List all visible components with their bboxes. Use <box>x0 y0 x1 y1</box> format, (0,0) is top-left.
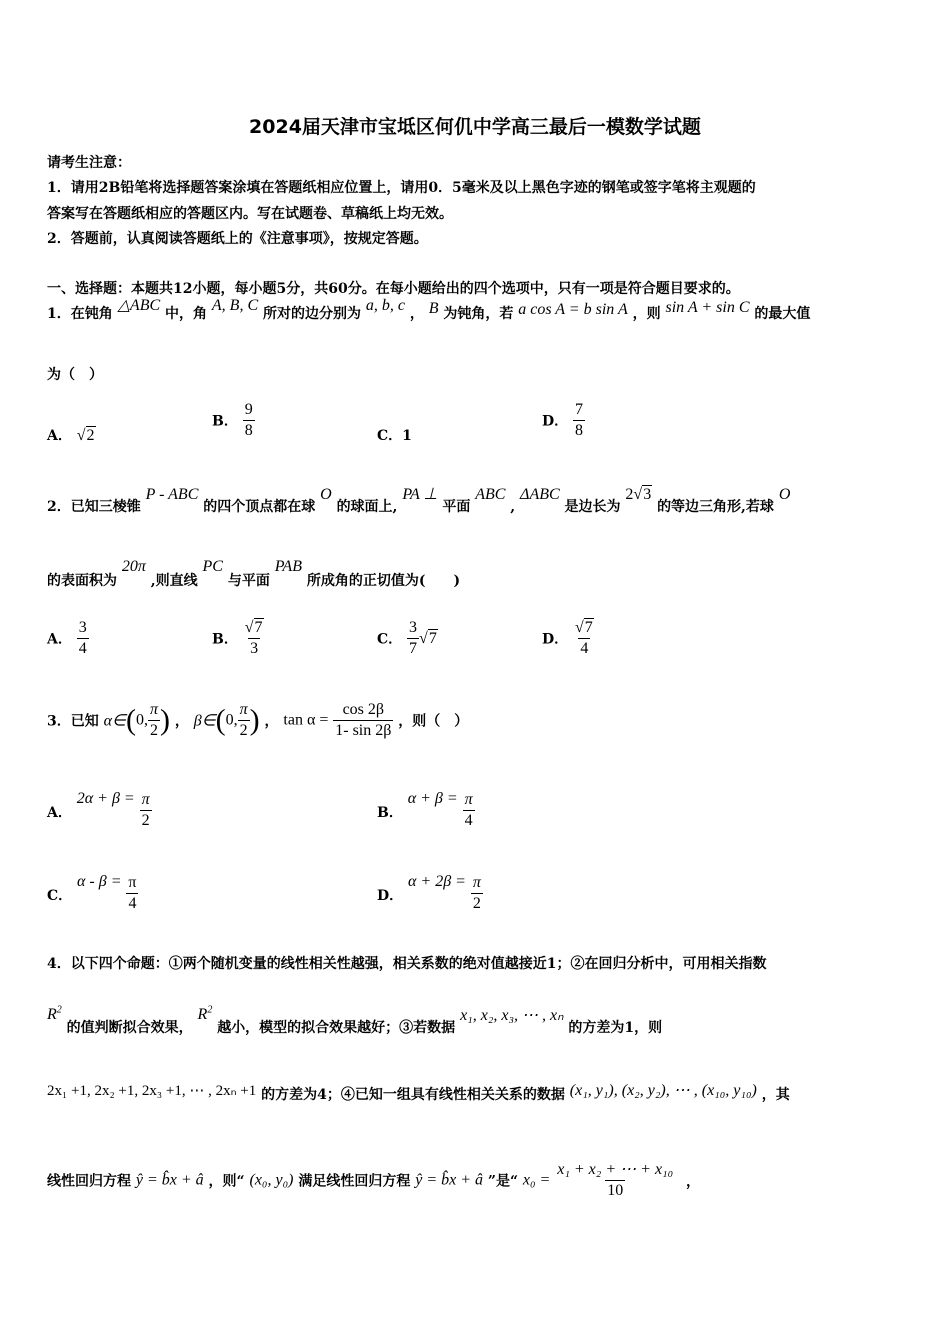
numerator: 9 <box>244 401 253 418</box>
q4-math: ŷ = b̂x + â <box>135 1171 204 1189</box>
question-1-line-1 <box>47 297 811 323</box>
paren: ) <box>249 703 260 737</box>
fraction <box>573 618 596 659</box>
numerator: cos 2β <box>342 701 385 718</box>
q4-math: ŷ = b̂x + â <box>415 1171 484 1189</box>
q3-text: ， <box>264 713 279 730</box>
numerator: π <box>128 874 137 891</box>
question-2-line-2 <box>47 556 461 589</box>
q4-math: (x₁, y₁), (x₂, y₂), ⋯ , (x₁₀, y₁₀) <box>569 1082 757 1099</box>
q4-text: 的方差为4；④已知一组具有线性相关关系的数据 <box>261 1087 565 1103</box>
q4-text: ”是“ <box>487 1173 518 1190</box>
paren: ( <box>215 703 226 737</box>
q4-text: ，其 <box>761 1087 790 1103</box>
numerator: π <box>149 701 158 718</box>
q3-option-c[interactable] <box>47 873 138 914</box>
option-math: 2α + β = <box>76 790 135 807</box>
q2-text: , <box>510 499 516 515</box>
fraction <box>573 400 585 441</box>
numerator: 3 <box>409 619 418 636</box>
sqrt: √7 <box>419 629 437 647</box>
q2-text: 与平面 <box>227 573 270 589</box>
option-label: A． <box>47 805 72 821</box>
q2-text: 的等边三角形,若球 <box>657 499 774 515</box>
section-heading: 一、选择题：本题共12小题，每小题5分，共60分。在每小题给出的四个选项中，只有一项是符合题目要求的。 <box>47 281 740 297</box>
radicand: 7 <box>254 619 263 636</box>
page-title: 2024届天津市宝坻区何仉中学高三最后一模数学试题 <box>249 116 701 138</box>
notice-heading: 请考生注意： <box>47 155 131 171</box>
q2-math: O <box>320 486 332 503</box>
fraction <box>407 618 419 659</box>
denominator: 4 <box>78 640 87 657</box>
numerator <box>243 618 266 638</box>
question-4-line-3 <box>47 1080 790 1103</box>
numerator: x₁ + x₂ + ⋯ + x₁₀ <box>557 1161 674 1178</box>
q4-math: 2x₁ +1, 2x₂ +1, 2x₃ +1, ⋯ , 2xₙ +1 <box>47 1083 257 1099</box>
q1-text: 为钝角，若 <box>443 306 514 322</box>
question-1-line-2: 为（ ） <box>47 367 103 383</box>
option-math: α - β = <box>77 873 122 890</box>
q2-text: 的表面积为 <box>47 573 117 589</box>
option-label: A． <box>47 631 72 648</box>
option-label: D． <box>542 413 569 430</box>
q2-text: ,则直线 <box>150 573 198 589</box>
notice-line-1b: 答案写在答题纸相应的答题区内。写在试题卷、草稿纸上均无效。 <box>47 206 453 222</box>
paren: ) <box>159 703 170 737</box>
q4-math <box>47 1006 62 1023</box>
option-math: α + 2β = <box>408 873 466 890</box>
denominator: 2 <box>149 722 158 739</box>
q2-math: ΔABC <box>520 486 560 503</box>
fraction <box>243 400 255 441</box>
denominator: 2 <box>141 812 150 829</box>
q1-math-expression: sin A + sin C <box>665 299 750 316</box>
q2-text: 平面 <box>442 499 471 515</box>
q4-text: 的方差为1，则 <box>568 1020 663 1036</box>
denominator: 10 <box>607 1182 624 1199</box>
denominator: 8 <box>575 422 584 439</box>
fraction <box>463 790 475 831</box>
numerator: π <box>239 701 248 718</box>
sqrt: √3 <box>633 486 652 503</box>
q4-math: (x₀, y₀) <box>249 1171 294 1189</box>
denominator: 1- sin 2β <box>335 722 392 739</box>
fraction <box>238 700 250 741</box>
option-label: A． <box>47 428 72 444</box>
numerator: π <box>141 791 150 808</box>
fraction <box>555 1160 675 1201</box>
q4-text: 线性回归方程 <box>47 1173 131 1190</box>
superscript: 2 <box>207 1005 213 1016</box>
q2-math: 20π <box>121 558 146 575</box>
radicand: 7 <box>584 619 593 636</box>
q3-math: α∈ <box>103 712 126 730</box>
q2-math: O <box>778 486 791 503</box>
question-3 <box>47 700 468 741</box>
option-label: D． <box>377 888 404 904</box>
q3-option-b[interactable] <box>377 790 475 831</box>
q1-text: 的最大值 <box>754 306 811 322</box>
q1-option-a[interactable] <box>47 400 96 444</box>
question-4-line-1: 4．以下四个命题：①两个随机变量的线性相关性越强，相关系数的绝对值越接近1；②在回归分析中，可用相关指数 <box>47 956 767 972</box>
question-4-line-4 <box>47 1160 700 1201</box>
q2-text: 所成角的正切值为( ) <box>306 573 461 589</box>
denominator: 4 <box>580 640 589 657</box>
q3-text: ，则（ ） <box>398 713 469 730</box>
option-label: C． <box>47 888 73 904</box>
q4-text: ， <box>686 1173 701 1190</box>
q2-math: ABC <box>475 486 506 503</box>
q4-text: 越小，模型的拟合效果越好；③若数据 <box>217 1020 456 1036</box>
denominator: 3 <box>250 640 259 657</box>
q4-text: 的值判断拟合效果， <box>66 1020 193 1036</box>
q3-math: tan α = <box>283 711 329 729</box>
q4-text: ，则“ <box>208 1173 245 1190</box>
q1-math-angles: A, B, C <box>211 297 259 314</box>
denominator: 7 <box>409 640 418 657</box>
q4-math: x₀ = <box>522 1171 551 1189</box>
radicand: 2 <box>86 427 95 444</box>
numerator: 3 <box>78 619 87 636</box>
option-math: α + β = <box>407 790 458 807</box>
q1-option-d[interactable] <box>542 400 585 441</box>
fraction <box>148 700 160 741</box>
q1-option-c[interactable]: C．1 <box>377 428 412 444</box>
denominator: 2 <box>472 895 481 912</box>
q2-option-a[interactable] <box>47 618 89 659</box>
q2-text: 2．已知三棱锥 <box>47 499 141 515</box>
q2-option-b[interactable] <box>212 618 266 659</box>
fraction <box>77 618 89 659</box>
sqrt: √7 <box>575 619 593 636</box>
q3-option-a[interactable] <box>47 790 152 831</box>
option-label: C． <box>377 631 403 648</box>
q1-math-sides: a, b, c <box>365 297 405 314</box>
q2-text: 是边长为 <box>564 499 621 515</box>
q2-math: 2 <box>625 486 634 503</box>
q1-text: ，则 <box>632 306 661 322</box>
superscript: 2 <box>56 1005 62 1016</box>
radicand: 7 <box>428 629 437 647</box>
q3-text: 3．已知 <box>47 713 99 730</box>
fraction <box>333 700 393 741</box>
question-2-line-1 <box>47 484 791 515</box>
denominator: 2 <box>239 722 248 739</box>
q2-math: PC <box>202 558 223 575</box>
denominator: 8 <box>244 422 253 439</box>
radicand: 3 <box>643 486 652 503</box>
q3-text: ， <box>174 713 189 730</box>
denominator: 4 <box>128 895 137 912</box>
q2-text: 的球面上, <box>336 499 398 515</box>
fraction <box>243 618 266 659</box>
notice-line-1: 1．请用2B铅笔将选择题答案涂填在答题纸相应位置上，请用0．5毫米及以上黑色字迹的钢笔或签字笔将主观题的 <box>47 180 756 196</box>
denominator: 4 <box>464 812 473 829</box>
q3-math: β∈ <box>193 712 216 730</box>
paren: ( <box>125 703 136 737</box>
q3-math: 0, <box>225 711 238 729</box>
q2-option-d[interactable] <box>542 618 596 659</box>
q1-option-b[interactable] <box>212 400 255 441</box>
q2-math: P - ABC <box>145 486 199 503</box>
q1-text: ， <box>409 306 424 322</box>
option-label: B． <box>212 413 238 430</box>
numerator: 7 <box>575 401 584 418</box>
q3-option-d[interactable] <box>377 873 483 914</box>
option-label: B． <box>212 631 238 648</box>
sqrt: √2 <box>76 427 95 444</box>
numerator: π <box>472 874 481 891</box>
q3-math: 0, <box>135 711 148 729</box>
q1-text: 中，角 <box>165 306 208 322</box>
fraction <box>471 873 483 914</box>
numerator: π <box>464 791 473 808</box>
option-label: D． <box>542 631 569 648</box>
q1-math-b: B <box>428 300 439 317</box>
numerator <box>573 618 596 638</box>
q2-text: 的四个顶点都在球 <box>203 499 316 515</box>
option-label: B． <box>377 805 403 821</box>
fraction <box>140 790 152 831</box>
fraction <box>126 873 138 914</box>
q1-text: 所对的边分别为 <box>263 306 361 322</box>
q2-math: PAB <box>274 558 302 575</box>
q1-math-condition: a cos A = b sin A <box>518 301 628 318</box>
sqrt: √7 <box>244 619 263 636</box>
q4-math <box>198 1006 213 1023</box>
q4-text: 满足线性回归方程 <box>298 1173 411 1190</box>
question-4-line-2 <box>47 1005 663 1036</box>
q2-math: PA ⊥ <box>402 486 438 503</box>
q2-option-c[interactable] <box>377 618 438 659</box>
q1-math-triangle: △ABC <box>117 297 161 314</box>
r-symbol: R <box>47 1006 57 1024</box>
q4-math: x₁, x₂, x₃, ⋯ , xₙ <box>460 1007 564 1024</box>
r-symbol: R <box>197 1006 208 1024</box>
q1-text: 1．在钝角 <box>47 306 113 322</box>
notice-line-2: 2．答题前，认真阅读答题纸上的《注意事项》，按规定答题。 <box>47 231 428 247</box>
